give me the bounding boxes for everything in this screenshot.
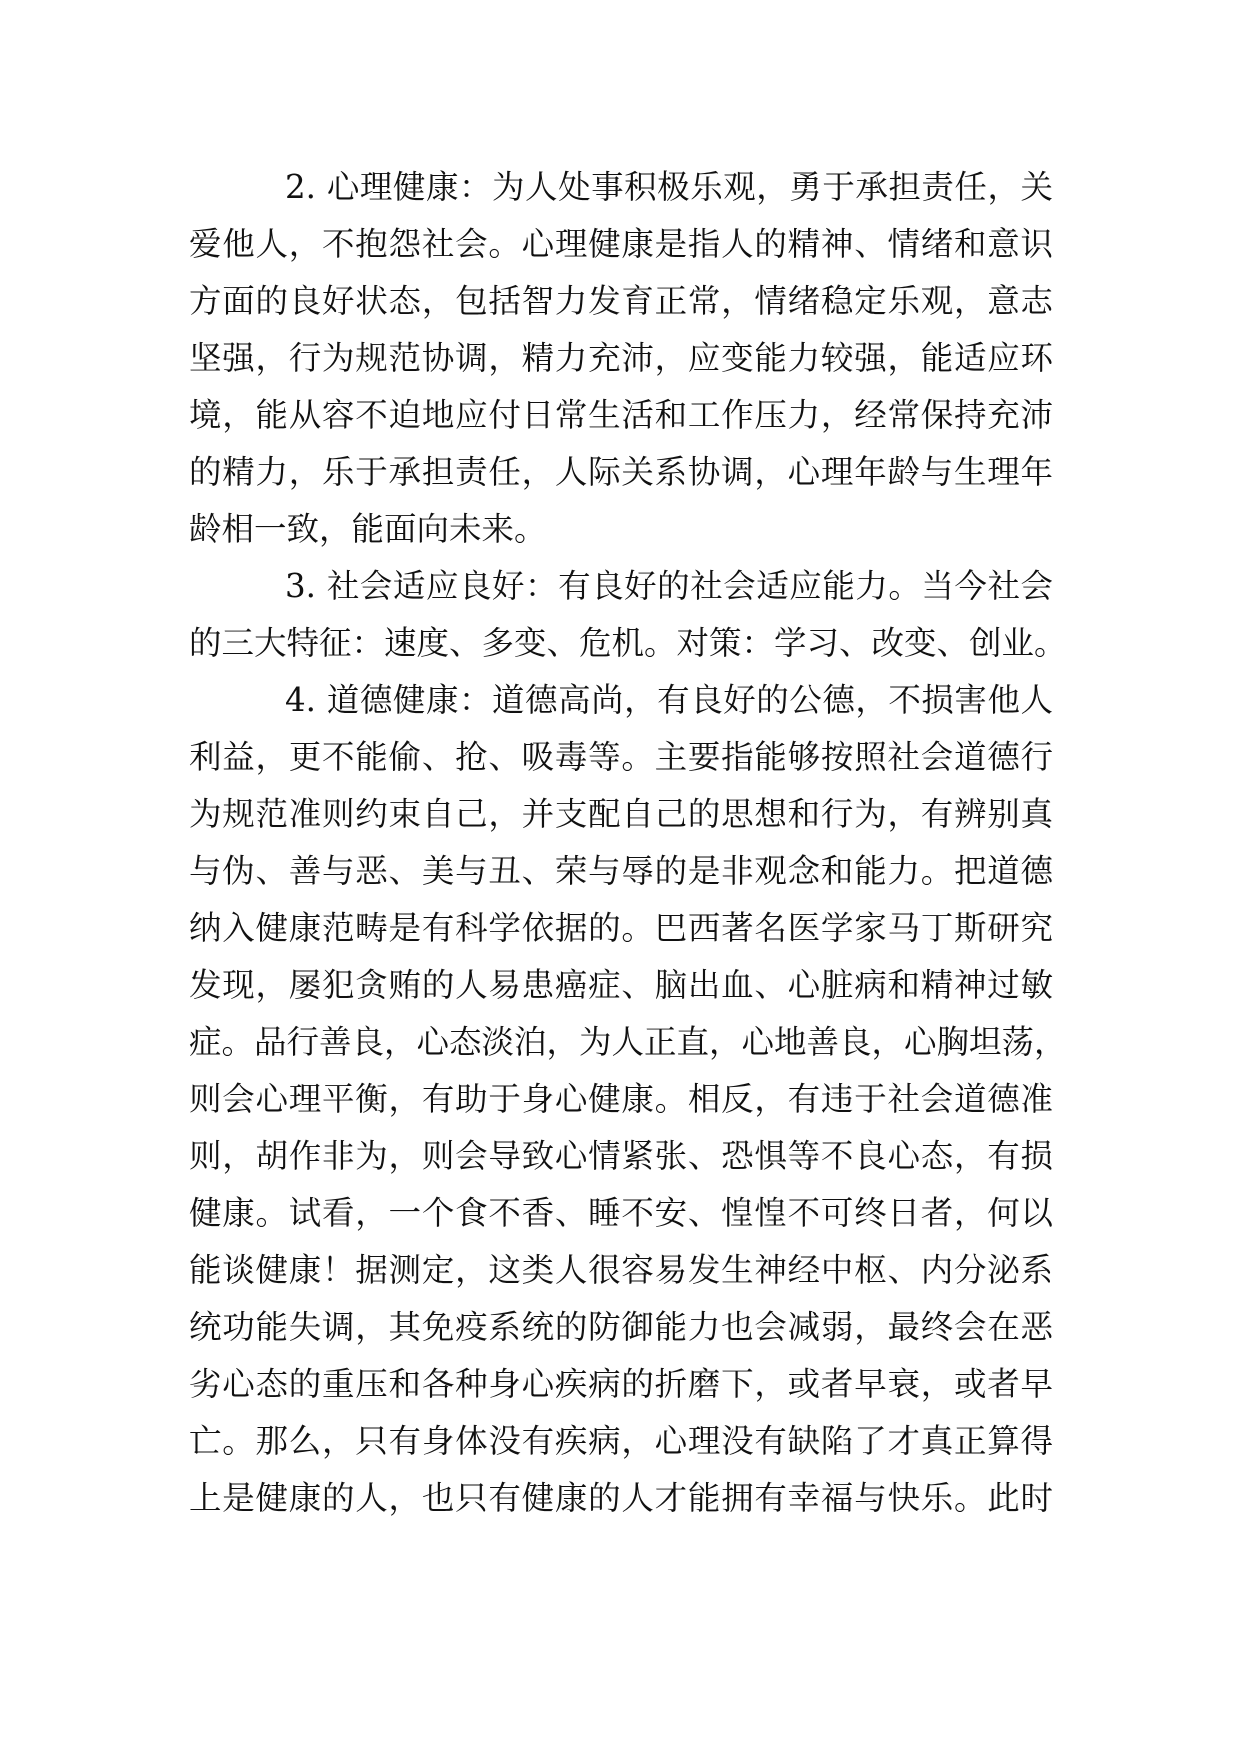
paragraph-2-line-2: 爱他人，不抱怨社会。心理健康是指人的精神、情绪和意识: [189, 225, 1053, 263]
paragraph-2-line-5: 境，能从容不迫地应付日常生活和工作压力，经常保持充沛: [189, 396, 1053, 434]
paragraph-4-line-12: 统功能失调，其免疫系统的防御能力也会减弱，最终会在恶: [189, 1308, 1053, 1346]
paragraph-2-line-7: 龄相一致，能面向未来。: [189, 510, 547, 548]
paragraph-2-line-3: 方面的良好状态，包括智力发育正常，情绪稳定乐观，意志: [189, 282, 1053, 320]
paragraph-4-line-3: 为规范准则约束自己，并支配自己的思想和行为，有辨别真: [189, 795, 1053, 833]
paragraph-3-line-2: 的三大特征：速度、多变、危机。对策：学习、改变、创业。: [189, 624, 1067, 662]
paragraph-4-line-6: 发现，屡犯贪贿的人易患癌症、脑出血、心脏病和精神过敏: [189, 966, 1053, 1004]
paragraph-4-line-8: 则会心理平衡，有助于身心健康。相反，有违于社会道德准: [189, 1080, 1053, 1118]
paragraph-4-line-5: 纳入健康范畴是有科学依据的。巴西著名医学家马丁斯研究: [189, 909, 1053, 947]
paragraph-2-line-6: 的精力，乐于承担责任，人际关系协调，心理年龄与生理年: [189, 453, 1053, 491]
paragraph-2-line-1: 2. 心理健康：为人处事积极乐观，勇于承担责任，关: [285, 168, 1053, 206]
paragraph-4-line-1: 4. 道德健康：道德高尚，有良好的公德，不损害他人: [285, 681, 1053, 719]
paragraph-3-line-1: 3. 社会适应良好：有良好的社会适应能力。当今社会: [285, 567, 1053, 605]
paragraph-4-line-10: 健康。试看，一个食不香、睡不安、惶惶不可终日者，何以: [189, 1194, 1053, 1232]
paragraph-4-line-7: 症。品行善良，心态淡泊，为人正直，心地善良，心胸坦荡，: [189, 1023, 1067, 1061]
paragraph-4-line-14: 亡。那么，只有身体没有疾病，心理没有缺陷了才真正算得: [189, 1422, 1053, 1460]
paragraph-4-line-4: 与伪、善与恶、美与丑、荣与辱的是非观念和能力。把道德: [189, 852, 1053, 890]
paragraph-4-line-9: 则，胡作非为，则会导致心情紧张、恐惧等不良心态，有损: [189, 1137, 1053, 1175]
paragraph-2-line-4: 坚强，行为规范协调，精力充沛，应变能力较强，能适应环: [189, 339, 1053, 377]
body-text: [189, 159, 1067, 1527]
paragraph-4-line-2: 利益，更不能偷、抢、吸毒等。主要指能够按照社会道德行: [189, 738, 1053, 776]
paragraph-4-line-13: 劣心态的重压和各种身心疾病的折磨下，或者早衰，或者早: [189, 1365, 1053, 1403]
paragraph-4-line-11: 能谈健康！据测定，这类人很容易发生神经中枢、内分泌系: [189, 1251, 1053, 1289]
paragraph-4-line-15: 上是健康的人，也只有健康的人才能拥有幸福与快乐。此时: [189, 1479, 1053, 1517]
